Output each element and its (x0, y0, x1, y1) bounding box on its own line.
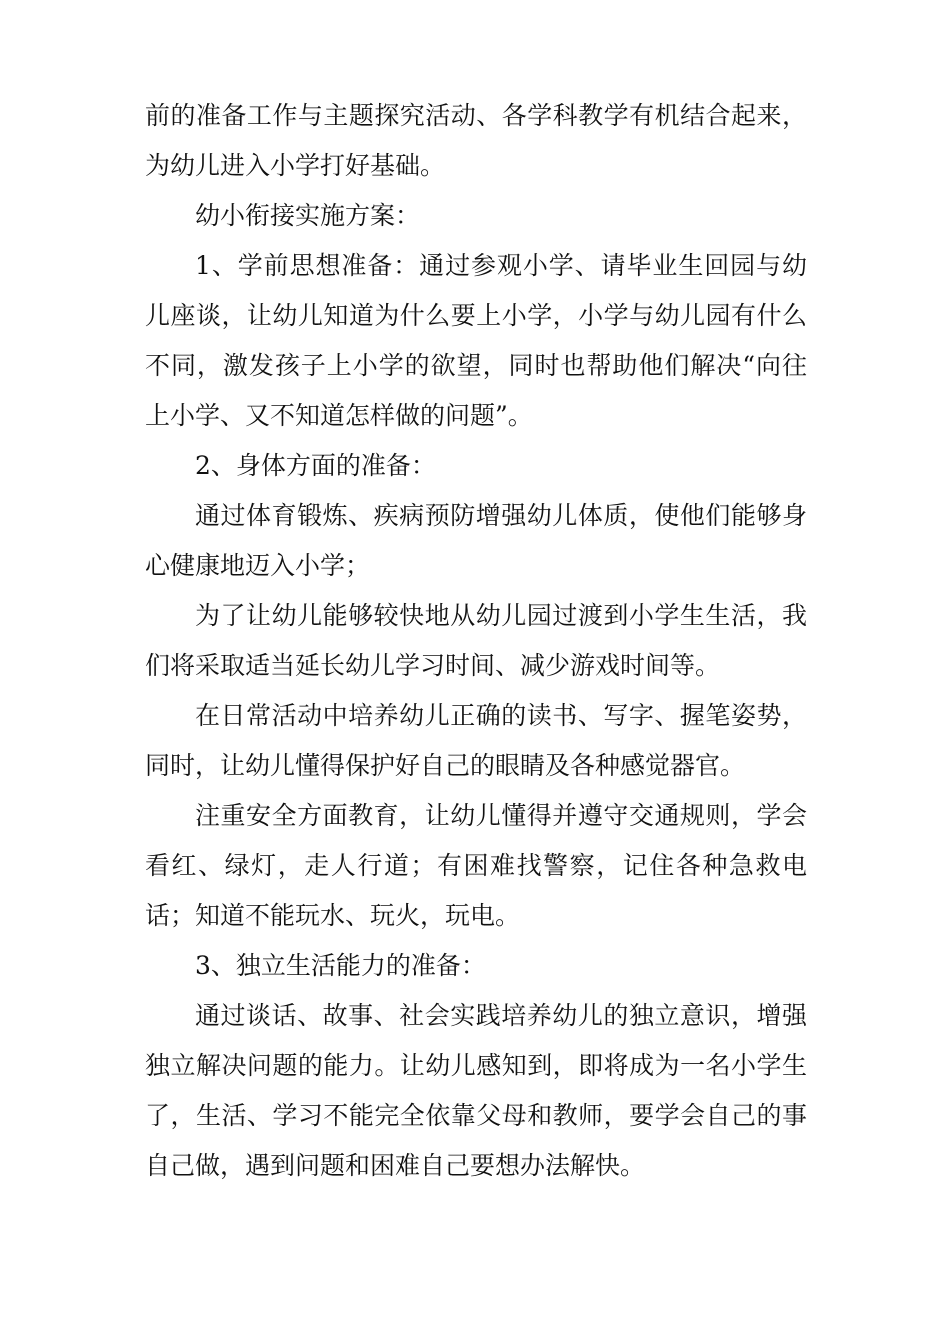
paragraph-mental-preparation: 1、学前思想准备：通过参观小学、请毕业生回园与幼儿座谈，让幼儿知道为什么要上小学，小学与幼儿园有什么不同，激发孩子上小学的欲望，同时也帮助他们解决“向往上小学、又不知道怎样做的问题”。 (145, 251, 807, 430)
heading-independence-preparation: 3、独立生活能力的准备： (195, 951, 486, 980)
paragraph-physical-exercise: 通过体育锻炼、疾病预防增强幼儿体质，使他们能够身心健康地迈入小学； (145, 501, 807, 580)
heading-physical-preparation: 2、身体方面的准备： (195, 451, 436, 480)
paragraph-independence: 通过谈话、故事、社会实践培养幼儿的独立意识，增强独立解决问题的能力。让幼儿感知到，即将成为一名小学生了，生活、学习不能完全依靠父母和教师，要学会自己的事自己做，遇到问题和困难自己要想办法解快。 (145, 1001, 807, 1180)
paragraph-study-time: 为了让幼儿能够较快地从幼儿园过渡到小学生生活，我们将采取适当延长幼儿学习时间、减少游戏时间等。 (145, 601, 807, 680)
paragraph-continuation: 前的准备工作与主题探究活动、各学科教学有机结合起来，为幼儿进入小学打好基础。 (145, 101, 807, 180)
paragraph-posture: 在日常活动中培养幼儿正确的读书、写字、握笔姿势，同时，让幼儿懂得保护好自己的眼睛及各种感觉器官。 (145, 701, 807, 780)
heading-implementation-plan: 幼小衔接实施方案： (195, 201, 421, 230)
document-body (145, 91, 807, 1191)
paragraph-safety-education: 注重安全方面教育，让幼儿懂得并遵守交通规则，学会看红、绿灯，走人行道；有困难找警察，记住各种急救电话；知道不能玩水、玩火，玩电。 (145, 801, 807, 930)
